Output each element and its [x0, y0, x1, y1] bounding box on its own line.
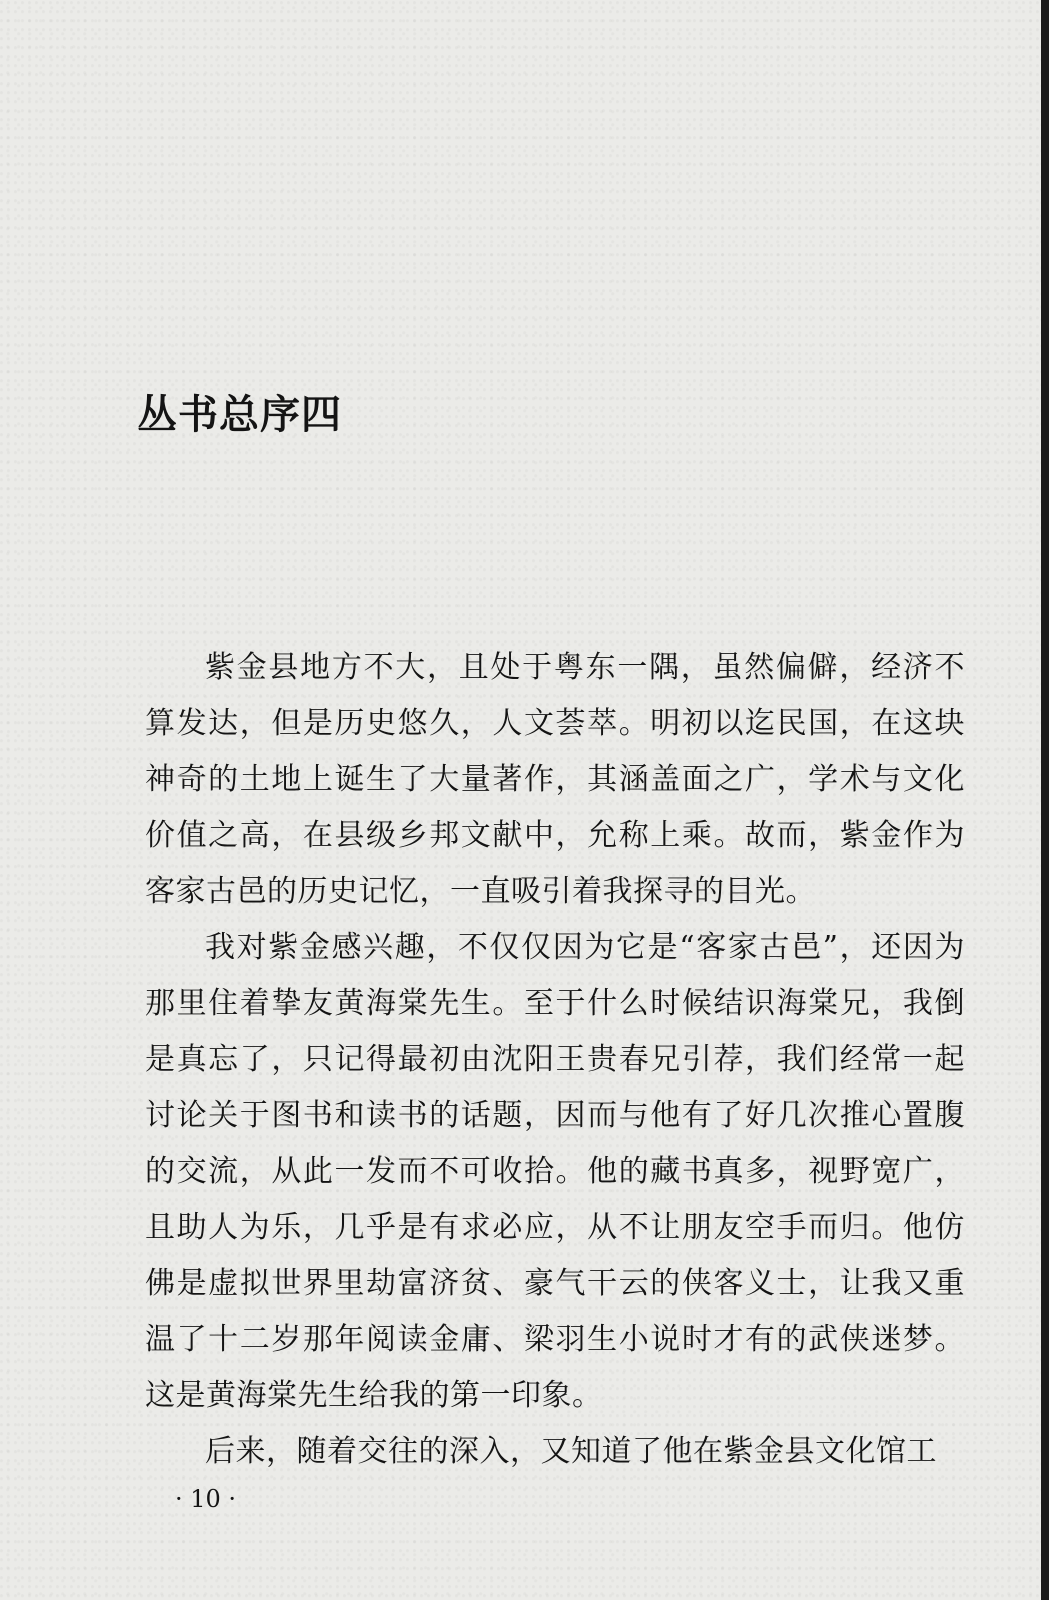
paragraph: 紫金县地方不大，且处于粤东一隅，虽然偏僻，经济不算发达，但是历史悠久，人文荟萃。明初以迄民国，在这块神奇的土地上诞生了大量著作，其涵盖面之广，学术与文化价值之高，在县级乡邦文献中，允称上乘。故而，紫金作为客家古邑的历史记忆，一直吸引着我探寻的目光。 — [145, 650, 965, 909]
body-text — [145, 640, 965, 1480]
paragraph: 后来，随着交往的深入，又知道了他在紫金县文化馆工 — [205, 1434, 937, 1469]
scan-edge-shadow — [1041, 0, 1049, 1600]
paragraph: 我对紫金感兴趣，不仅仅因为它是“客家古邑”，还因为那里住着挚友黄海棠先生。至于什么时候结识海棠兄，我倒是真忘了，只记得最初由沈阳王贵春兄引荐，我们经常一起讨论关于图书和读书的话题，因而与他有了好几次推心置腹的交流，从此一发而不可收拾。他的藏书真多，视野宽广，且助人为乐，几乎是有求必应，从不让朋友空手而归。他仿佛是虚拟世界里劫富济贫、豪气干云的侠客义士，让我又重温了十二岁那年阅读金庸、梁羽生小说时才有的武侠迷梦。这是黄海棠先生给我的第一印象。 — [145, 930, 965, 1413]
page-number: · 10 · — [175, 1485, 237, 1513]
chapter-title: 丛书总序四 — [137, 391, 342, 438]
